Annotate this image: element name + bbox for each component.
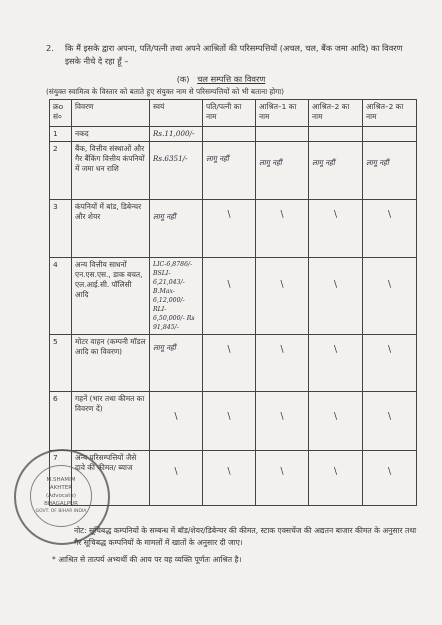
header-dependent-1: आश्रित–1 का नाम: [256, 100, 309, 127]
row-number: 6: [50, 392, 72, 451]
row-dep1-value: \: [256, 392, 309, 451]
row-dep2-value: लागू नहीं: [309, 142, 363, 200]
row-description: नकद: [72, 127, 150, 142]
row-number: 5: [50, 335, 72, 392]
row-self-value: \: [150, 451, 203, 506]
row-spouse-value: \: [203, 258, 256, 335]
header-self: स्वयं: [150, 100, 203, 127]
row-dep2-value: \: [309, 451, 363, 506]
row-spouse-value: लागू नहीं: [203, 142, 256, 200]
row-number: 4: [50, 258, 72, 335]
row-dep3-value: \: [363, 200, 417, 258]
row-dep2-value: \: [309, 392, 363, 451]
row-self-value: लागू नहीं: [150, 200, 203, 258]
row-dep1-value: \: [256, 200, 309, 258]
table-header-row: [50, 100, 417, 127]
table-row: [50, 392, 417, 451]
row-description: अन्य वित्तीय साधनों एन.एस.एस., डाक बचत, एल.आई.सी. पॉलिसी आदि: [72, 258, 150, 335]
table-row: [50, 200, 417, 258]
header-dependent-3: आश्रित–2 का नाम: [363, 100, 417, 127]
row-dep2-value: \: [309, 200, 363, 258]
row-dep3-value: \: [363, 451, 417, 506]
note-dependent-definition: * आश्रित से तात्पर्य अभ्यर्थी की आय पर वह व्यक्ति पूर्णतः आश्रित है।: [52, 555, 242, 564]
header-spouse: पति/पत्नी का नाम: [203, 100, 256, 127]
row-dep2-value: \: [309, 258, 363, 335]
section-heading: चल सम्पत्ति का विवरण: [197, 74, 266, 84]
row-dep3-value: \: [363, 258, 417, 335]
header-description: विवरण: [72, 100, 150, 127]
row-spouse-value: [203, 127, 256, 142]
row-number: 7: [50, 451, 72, 506]
table-row: [50, 127, 417, 142]
row-description: अन्य परिसम्पत्तियों जैसे दावे की कीमत/ ब्याज: [72, 451, 150, 506]
row-spouse-value: \: [203, 451, 256, 506]
table-row: [50, 335, 417, 392]
row-dep2-value: \: [309, 335, 363, 392]
row-description: मोटर वाहन (कम्पनी मॉडल आदि का विवरण): [72, 335, 150, 392]
row-dep1-value: लागू नहीं: [256, 142, 309, 200]
row-description: गहनें (भार तथा कीमत का विवरण दें): [72, 392, 150, 451]
row-self-value: LIC-6,8786/- BSLI-6,21,043/- B.Max-6,12,000/- RLI- 6,50,000/- Rs 91,845/-: [150, 258, 203, 335]
row-description: बैंक, वित्तीय संस्थाओं और गैर बैंकिंग वित्तीय कंपनियों में जमा धन राशि: [72, 142, 150, 200]
row-number: 3: [50, 200, 72, 258]
row-self-value: \: [150, 392, 203, 451]
row-self-value: Rs.6351/-: [150, 142, 203, 200]
section-title: [0, 74, 442, 85]
row-dep1-value: \: [256, 258, 309, 335]
row-number: 2: [50, 142, 72, 200]
row-dep3-value: लागू नहीं: [363, 142, 417, 200]
header-serial: क्रo सं०: [50, 100, 72, 127]
row-spouse-value: \: [203, 200, 256, 258]
paragraph-number: 2.: [46, 43, 54, 53]
row-dep3-value: \: [363, 335, 417, 392]
seal-text: M.SHAMIM AKHTER (Advocate) BHAGALPUR GOVT. OF BIHAR INDIA: [30, 465, 92, 527]
paragraph-text: कि मैं इसके द्वारा अपना, पति/पत्नी तथा अपने आश्रितों की परिसम्पत्तियों (अचल, चल, बैंक जमा आदि) का विवरण इसके नीचे दे रहा हूँ –: [65, 43, 403, 66]
row-description: कंपनियों में बांड, डिबेन्चर और शेयर: [72, 200, 150, 258]
row-dep3-value: [363, 127, 417, 142]
row-dep2-value: [309, 127, 363, 142]
section-note: (संयुक्त स्वामित्व के विस्तार को बताते हुए संयुक्त नाम से परिसम्पत्तियों को भी बताना होगा): [46, 87, 285, 96]
row-self-value: Rs.11,000/-: [150, 127, 203, 142]
header-dependent-2: आश्रित–2 का नाम: [309, 100, 363, 127]
row-self-value: लागू नहीं: [150, 335, 203, 392]
row-number: 1: [50, 127, 72, 142]
row-dep1-value: \: [256, 335, 309, 392]
movable-assets-table: [49, 99, 417, 506]
note-listed-companies: नोट: सूचिबद्ध कम्पनियों के सम्बन्ध में बॉड/शेयर/डिबेन्चर की कीमत, स्टाक एक्सचेंज की अद्यतन बाजार कीमत के अनुसार तथा गैर सूचिबद्ध कम्पनियों के मामलों में खातों के अनुसार दी जाए।: [74, 526, 417, 547]
row-dep1-value: [256, 127, 309, 142]
row-spouse-value: \: [203, 335, 256, 392]
row-dep3-value: \: [363, 392, 417, 451]
section-marker: (क): [176, 74, 190, 84]
table-row: [50, 142, 417, 200]
table-row: [50, 258, 417, 335]
row-spouse-value: \: [203, 392, 256, 451]
row-dep1-value: \: [256, 451, 309, 506]
